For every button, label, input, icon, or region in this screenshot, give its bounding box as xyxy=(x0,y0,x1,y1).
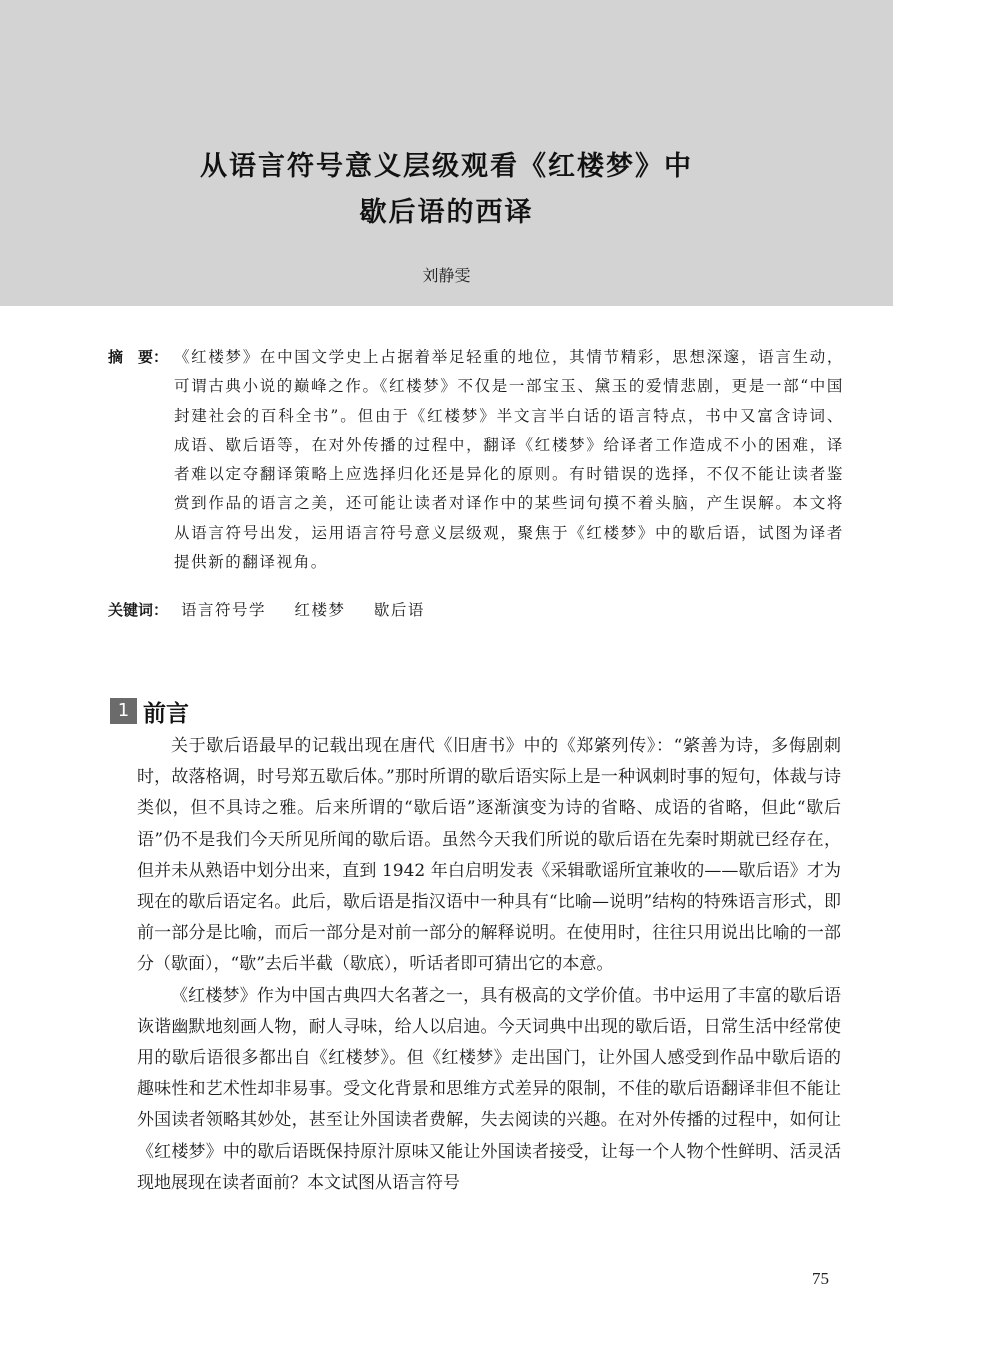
body-paragraph: 关于歇后语最早的记载出现在唐代《旧唐书》中的《郑綮列传》：“綮善为诗，多侮剧刺时，故落格调，时号郑五歇后体。”那时所谓的歇后语实际上是一种讽刺时事的短句，体裁与诗类似，但不具诗之雅。后来所谓的“歇后语”逐渐演变为诗的省略、成语的省略，但此“歇后语”仍不是我们今天所见所闻的歇后语。虽然今天我们所说的歇后语在先秦时期就已经存在，但并未从熟语中划分出来，直到 1942 年白启明发表《采辑歌谣所宜兼收的——歇后语》才为现在的歇后语定名。此后，歇后语是指汉语中一种具有“比喻—说明”结构的特殊语言形式，即前一部分是比喻，而后一部分是对前一部分的解释说明。在使用时，往往只用说出比喻的一部分（歇面），“歇”去后半截（歇底），听话者即可猜出它的本意。 xyxy=(137,736,841,975)
keywords-list xyxy=(181,596,447,625)
keyword: 歇后语 xyxy=(373,601,425,619)
article-title-line-2: 歇后语的西译 xyxy=(359,197,534,228)
article-title-line-1: 从语言符号意义层级观看《红楼梦》中 xyxy=(200,151,693,182)
keyword: 红楼梦 xyxy=(294,601,346,619)
title-banner xyxy=(0,0,893,306)
keyword: 语言符号学 xyxy=(181,601,267,619)
author-name: 刘静雯 xyxy=(422,266,471,285)
section-heading xyxy=(110,697,189,725)
body-paragraph: 《红楼梦》作为中国古典四大名著之一，具有极高的文学价值。书中运用了丰富的歇后语诙谐幽默地刻画人物，耐人寻味，给人以启迪。今天词典中出现的歇后语，日常生活中经常使用的歇后语很多都出自《红楼梦》。但《红楼梦》走出国门，让外国人感受到作品中歇后语的趣味性和艺术性却非易事。受文化背景和思维方式差异的限制，不佳的歇后语翻译非但不能让外国读者领略其妙处，甚至让外国读者费解，失去阅读的兴趣。在对外传播的过程中，如何让《红楼梦》中的歇后语既保持原汁原味又能让外国读者接受，让每一个人物个性鲜明、活灵活现地展现在读者面前？本文试图从语言符号 xyxy=(137,985,841,1193)
section-number-badge: 1 xyxy=(110,698,137,724)
keywords-label: 关键词： xyxy=(108,601,169,619)
section-title: 前言 xyxy=(143,700,189,727)
body-text xyxy=(137,731,841,1199)
abstract-text: 《红楼梦》在中国文学史上占据着举足轻重的地位，其情节精彩，思想深邃，语言生动，可谓古典小说的巅峰之作。《红楼梦》不仅是一部宝玉、黛玉的爱情悲剧，更是一部“中国封建社会的百科全书”。但由于《红楼梦》半文言半白话的语言特点，书中又富含诗词、成语、歇后语等，在对外传播的过程中，翻译《红楼梦》给译者工作造成不小的困难，译者难以定夺翻译策略上应选择归化还是异化的原则。有时错误的选择，不仅不能让读者鉴赏到作品的语言之美，还可能让读者对译作中的某些词句摸不着头脑，产生误解。本文将从语言符号出发，运用语言符号意义层级观，聚焦于《红楼梦》中的歇后语，试图为译者提供新的翻译视角。 xyxy=(174,348,844,572)
page-number: 75 xyxy=(812,1269,829,1288)
abstract-label: 摘 要： xyxy=(108,348,169,366)
